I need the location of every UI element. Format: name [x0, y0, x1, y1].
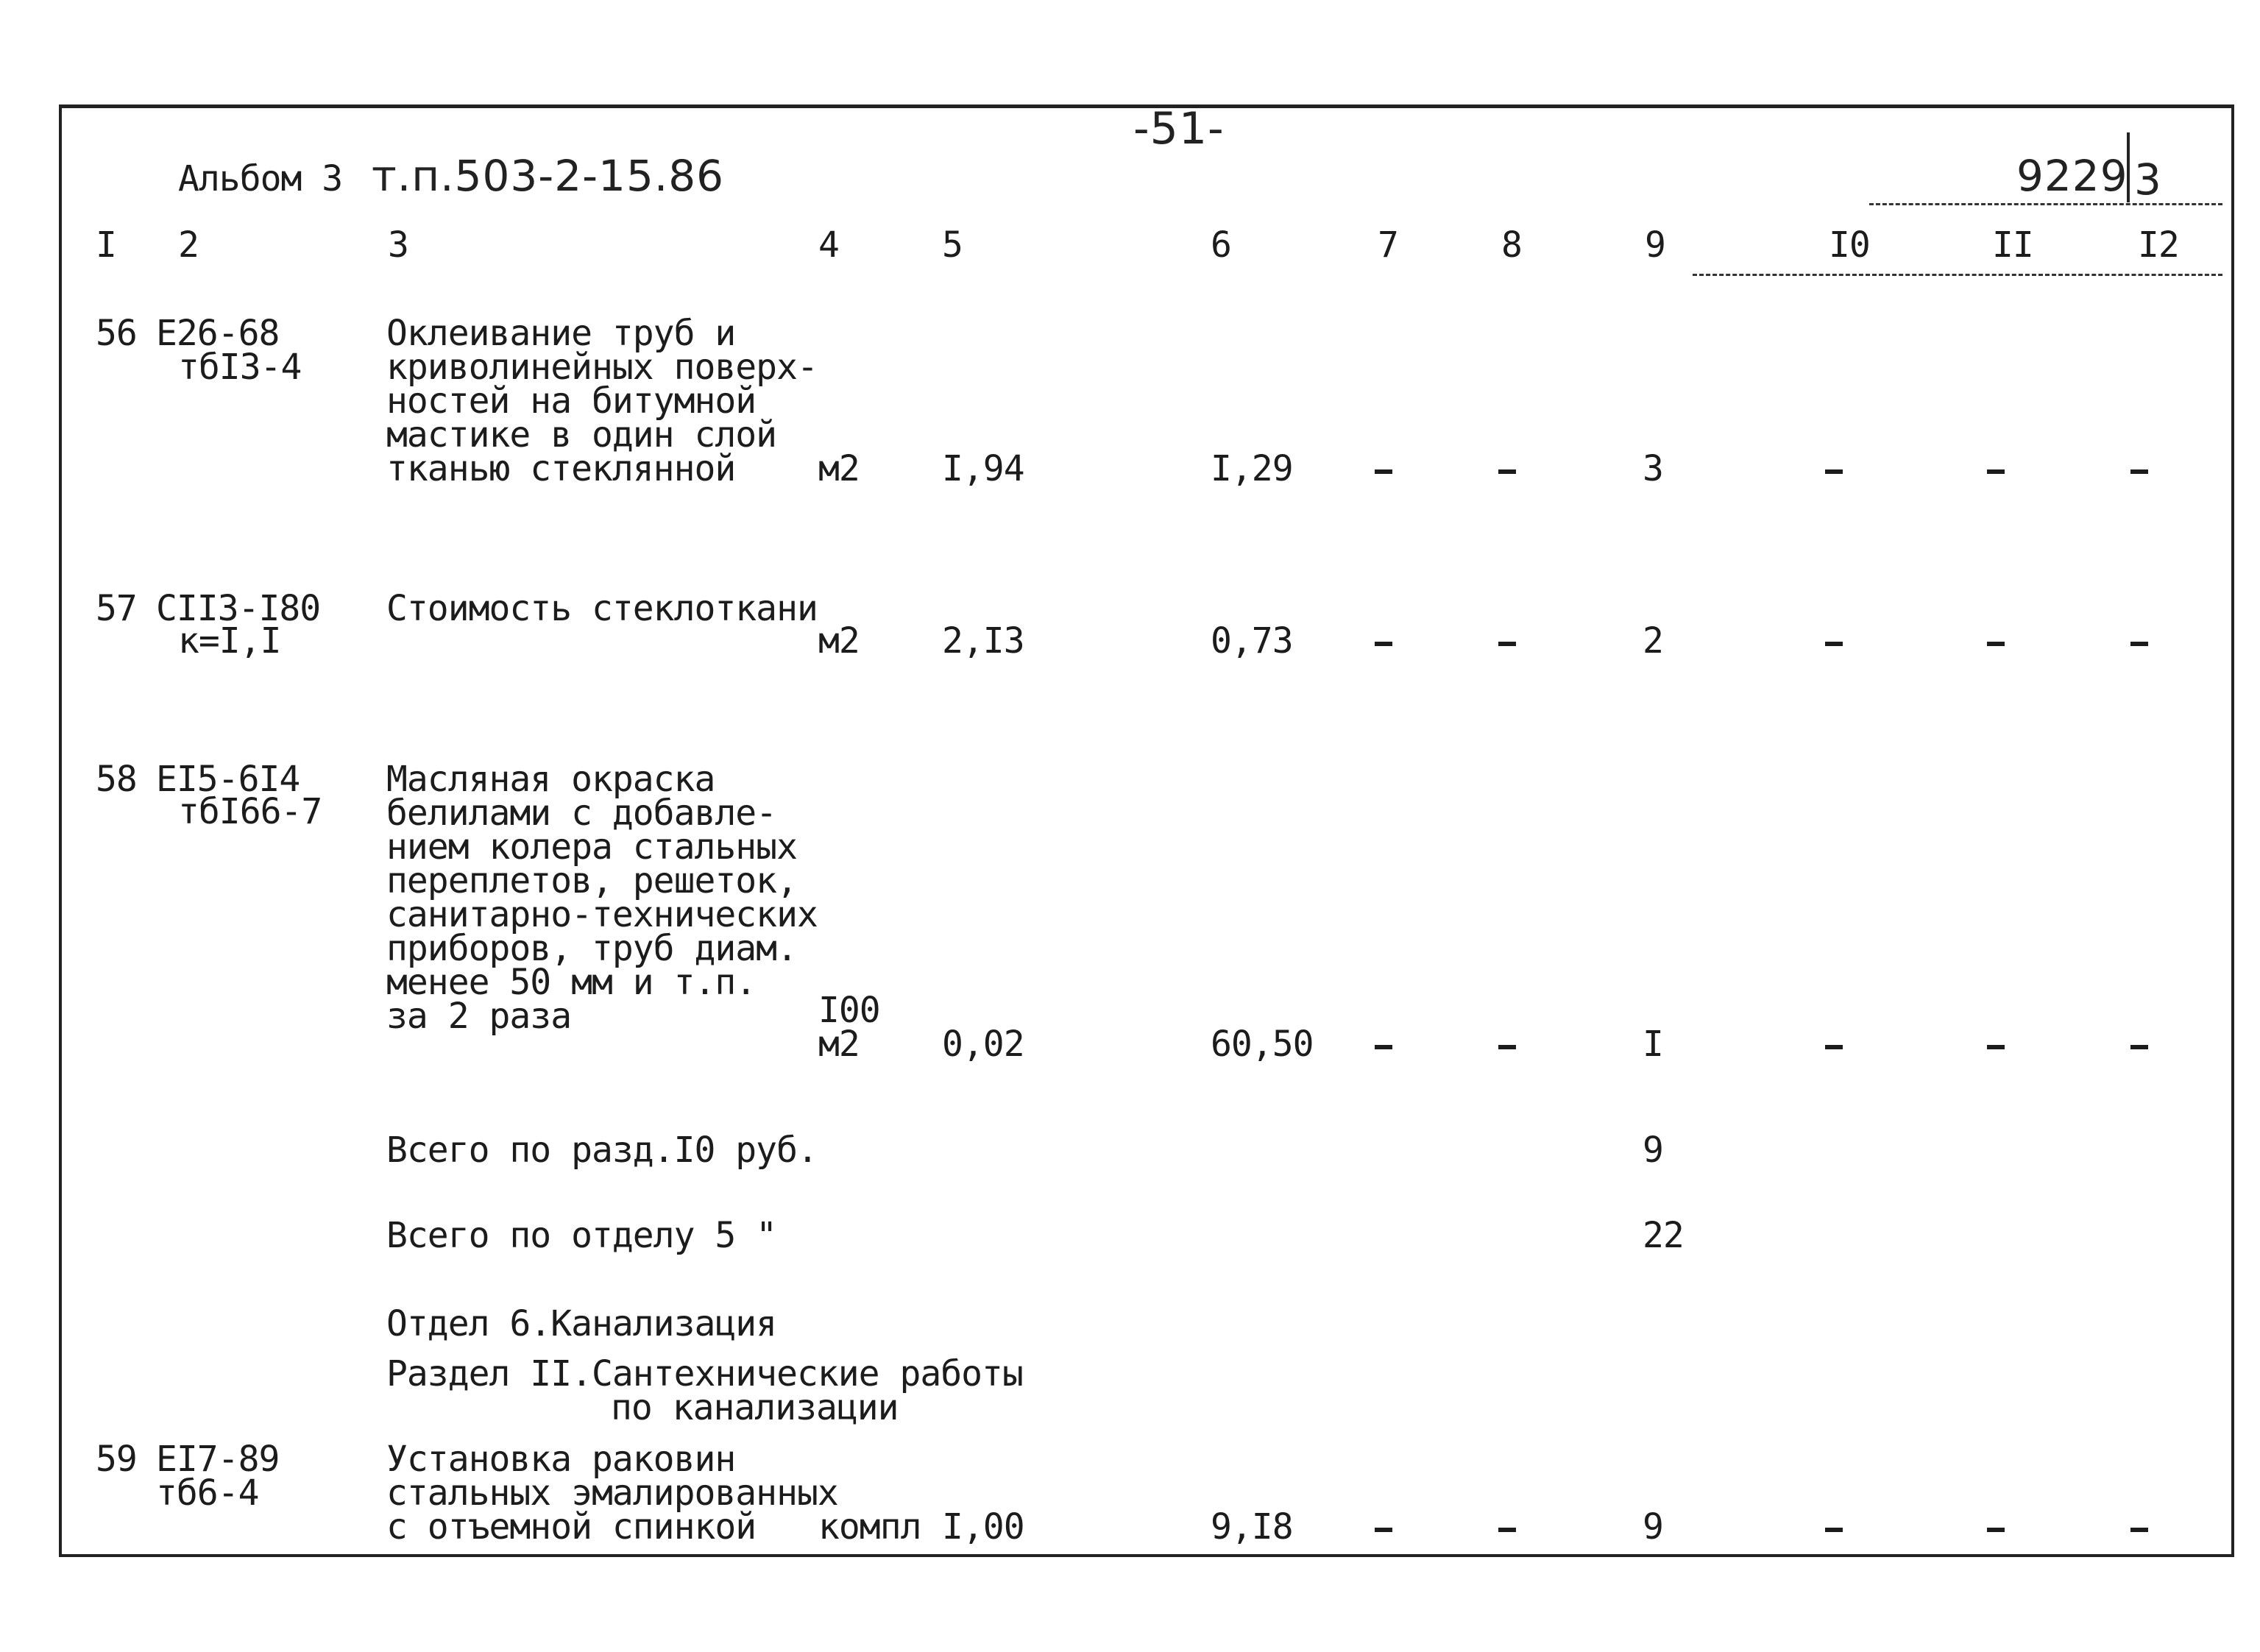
row-description: Стоимость стеклоткани	[386, 588, 818, 629]
row-description: Оклеивание труб и криволинейных поверх- ностей на битумной мастике в один слой тканью стеклянной	[386, 313, 818, 489]
row-number: 58	[96, 759, 137, 800]
row-number: 57	[96, 588, 137, 629]
column-header: 8	[1501, 224, 1522, 266]
total-value: 9	[1643, 1130, 1663, 1171]
subsection-heading-cont: по канализации	[611, 1387, 899, 1428]
row-unit: компл	[818, 1506, 921, 1548]
dash-mark	[1987, 469, 2005, 474]
row-description: Масляная окраска белилами с добавле- нием колера стальных переплетов, решеток, санитарно-технических приборов, труб диам. менее 50 мм и т.п. за 2 раза	[386, 759, 818, 1037]
row-description: Установка раковин стальных эмалированных с отъемной спинкой	[386, 1439, 838, 1548]
row-number: 59	[96, 1439, 137, 1480]
row-col5: 2,I3	[942, 620, 1024, 662]
column-header: 3	[388, 224, 408, 266]
dash-mark	[1987, 1045, 2005, 1049]
dash-mark	[1498, 469, 1516, 474]
table-frame	[59, 104, 2234, 1557]
dash-mark	[1825, 642, 1843, 646]
column-header: 9	[1645, 224, 1665, 266]
row-col9: 9	[1643, 1506, 1663, 1548]
dash-mark	[2130, 1528, 2148, 1532]
row-code-table: тбI3-4	[178, 347, 302, 388]
row-col6: I,29	[1211, 448, 1293, 489]
column-header: 5	[942, 224, 963, 266]
row-col9: 3	[1643, 448, 1663, 489]
row-col6: 0,73	[1211, 620, 1293, 662]
row-code-table: тб6-4	[156, 1472, 259, 1514]
inventory-divider	[2127, 132, 2130, 202]
column-header: I0	[1829, 224, 1870, 266]
row-col9: 2	[1643, 620, 1663, 662]
row-unit: м2	[818, 620, 860, 662]
column-header: 6	[1211, 224, 1231, 266]
dash-mark	[1987, 642, 2005, 646]
dash-mark	[1825, 469, 1843, 474]
column-header: II	[1992, 224, 2033, 266]
column-header: 4	[818, 224, 839, 266]
subsection-heading: Раздел II.Сантехнические работы	[386, 1353, 1023, 1394]
dash-mark	[1375, 1528, 1392, 1532]
column-header: 2	[178, 224, 199, 266]
total-label: Всего по отделу 5 "	[386, 1215, 777, 1256]
total-value: 22	[1643, 1215, 1684, 1256]
row-col5: I,94	[942, 448, 1024, 489]
dash-mark	[1375, 642, 1392, 646]
row-code: Е26-68	[156, 313, 280, 354]
dash-mark	[1375, 1045, 1392, 1049]
dash-mark	[1498, 642, 1516, 646]
dash-mark	[1375, 469, 1392, 474]
row-code-table: к=I,I	[178, 620, 281, 662]
dash-mark	[1498, 1045, 1516, 1049]
dash-mark	[1825, 1528, 1843, 1532]
dash-mark	[1498, 1528, 1516, 1532]
section-heading: Отдел 6.Канализация	[386, 1303, 777, 1344]
row-unit: м2	[818, 448, 860, 489]
row-code: ЕI7-89	[156, 1439, 280, 1480]
row-unit-qualifier: I00	[818, 990, 880, 1031]
row-number: 56	[96, 313, 137, 354]
column-header-rule	[1693, 274, 2222, 276]
row-code-table: тбI66-7	[178, 791, 322, 832]
dash-mark	[1825, 1045, 1843, 1049]
page-number: -51-	[1133, 103, 1225, 155]
row-col9: I	[1643, 1024, 1663, 1065]
album-label: Альбом 3	[178, 158, 343, 199]
row-col5: I,00	[942, 1506, 1024, 1548]
row-unit: м2	[818, 1024, 860, 1065]
project-number: т.п.503-2-15.86	[372, 151, 725, 201]
header-rule-right	[1869, 203, 2222, 205]
dash-mark	[2130, 642, 2148, 646]
row-col5: 0,02	[942, 1024, 1024, 1065]
sheet-number: 3	[2134, 155, 2162, 205]
inventory-number: 9229	[2016, 151, 2128, 201]
column-header: I	[96, 224, 116, 266]
total-label: Всего по разд.I0 руб.	[386, 1130, 818, 1171]
row-col6: 60,50	[1211, 1024, 1314, 1065]
dash-mark	[1987, 1528, 2005, 1532]
dash-mark	[2130, 469, 2148, 474]
dash-mark	[2130, 1045, 2148, 1049]
row-code: СII3-I80	[156, 588, 321, 629]
column-header: I2	[2138, 224, 2179, 266]
column-header: 7	[1378, 224, 1398, 266]
row-code: ЕI5-6I4	[156, 759, 300, 800]
row-col6: 9,I8	[1211, 1506, 1293, 1548]
